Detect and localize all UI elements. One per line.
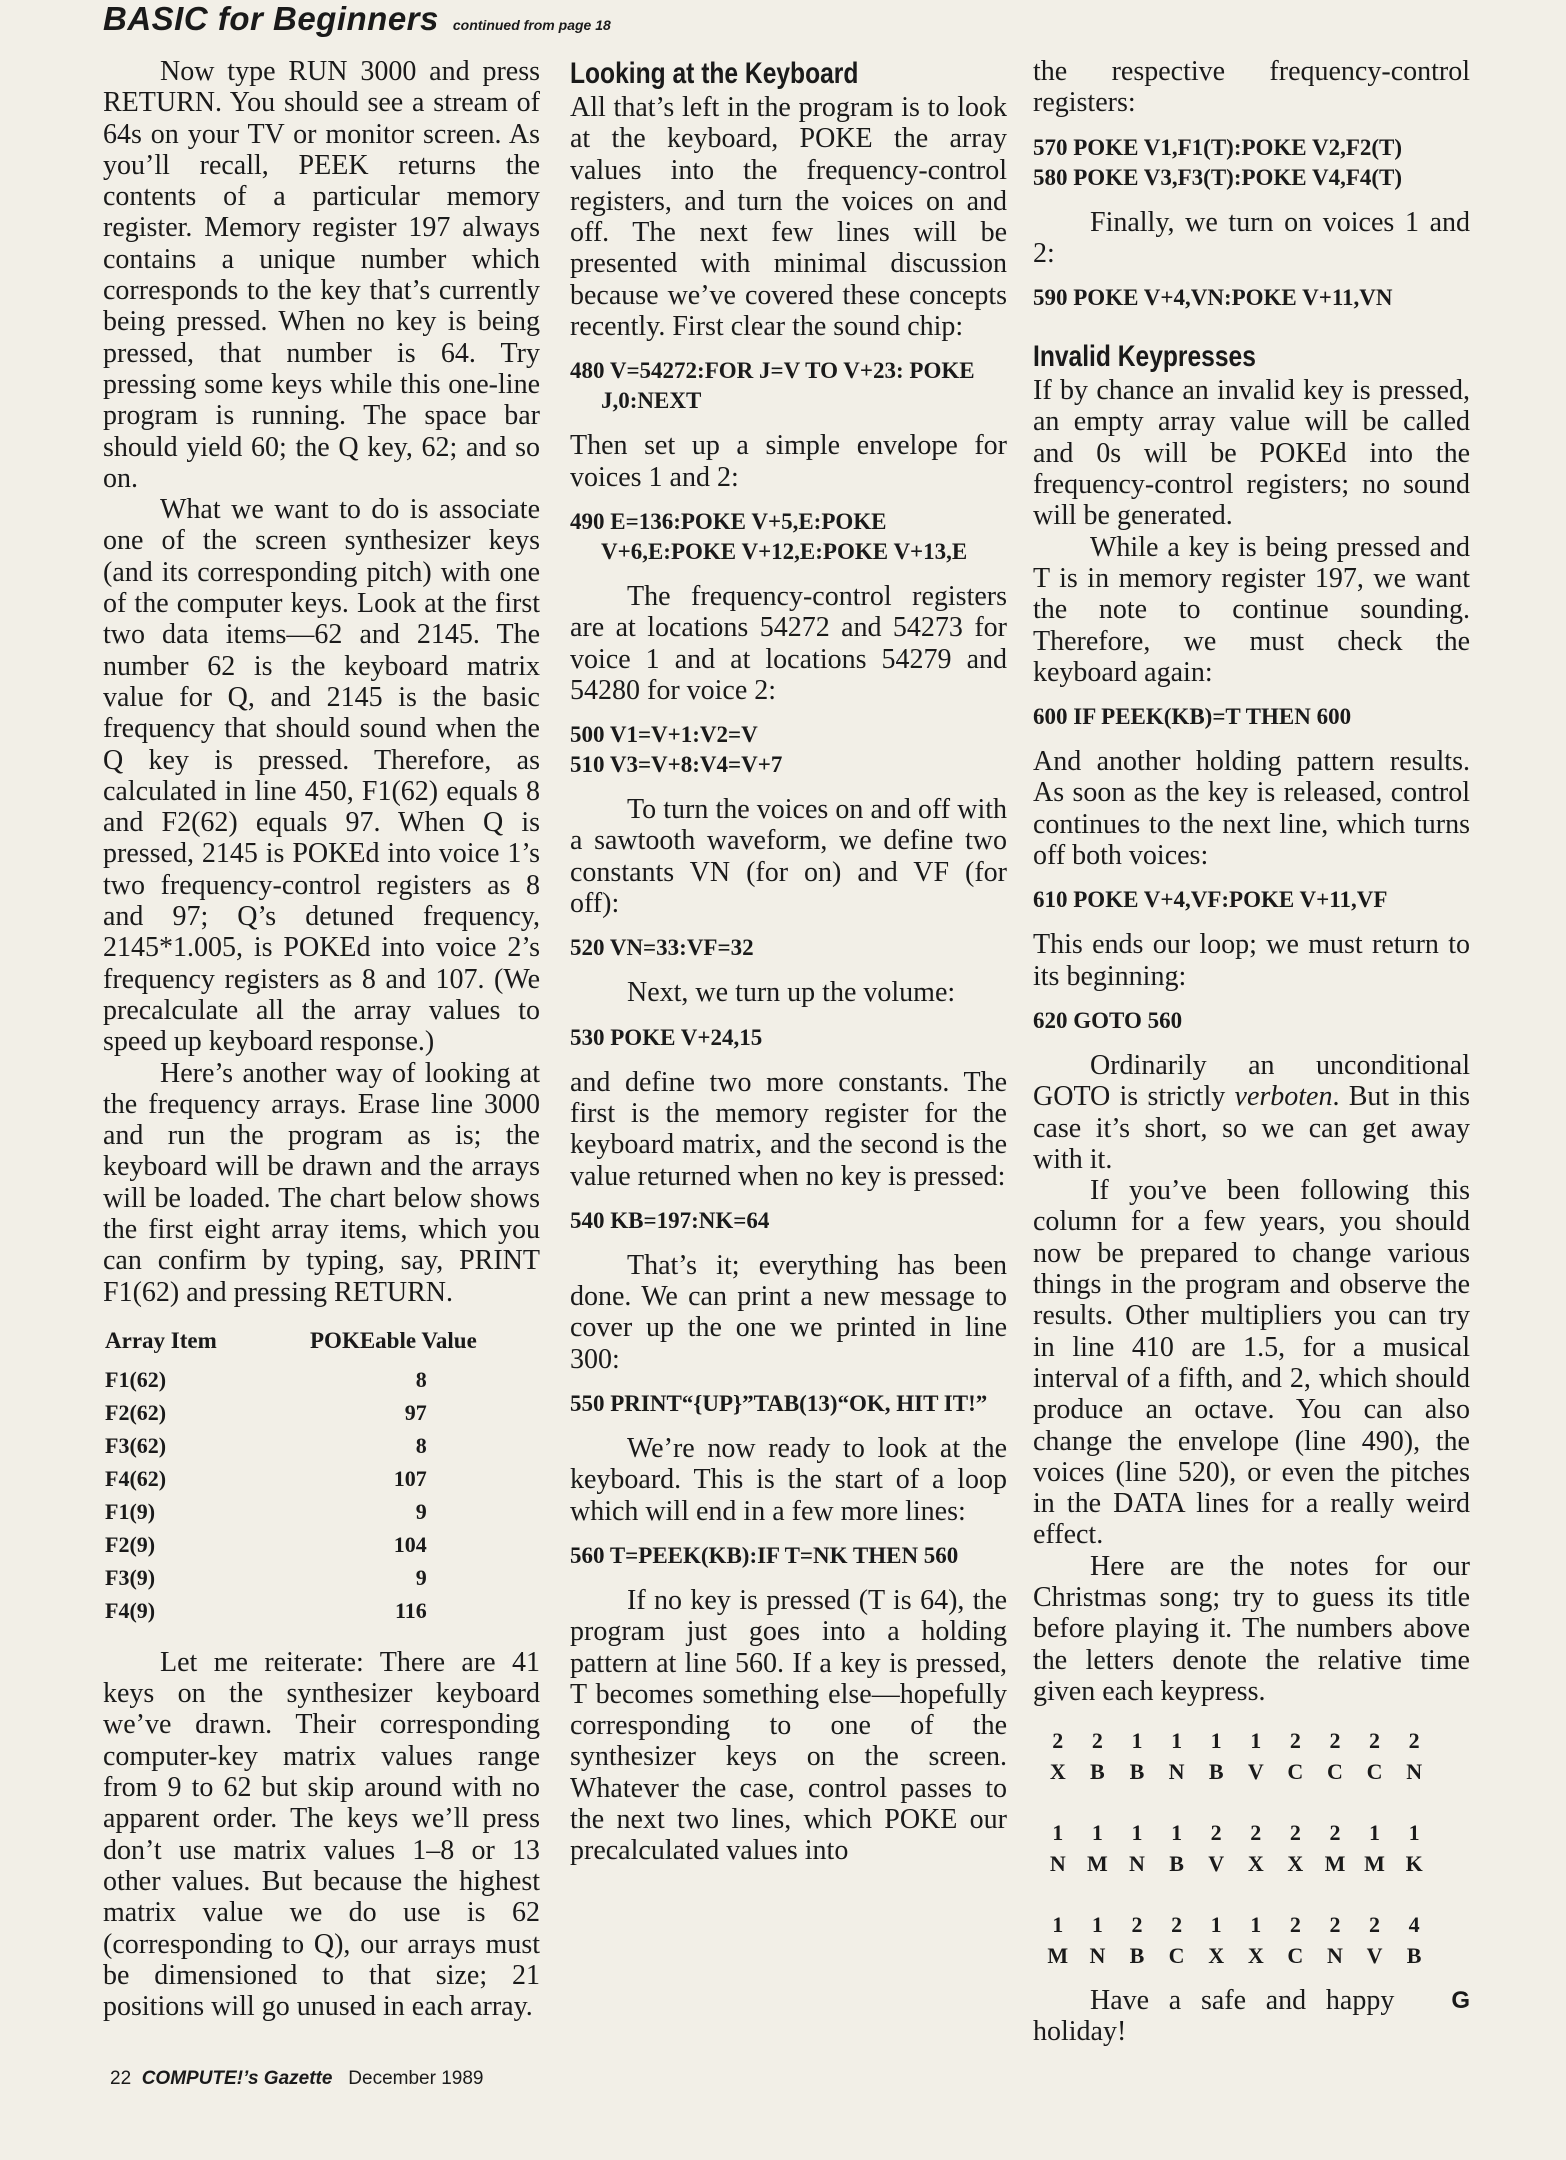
note-key: C [1287, 1759, 1304, 1785]
note-duration: 1 [1052, 1820, 1064, 1846]
end-mark: G [1451, 1987, 1470, 2015]
note-key: M [1087, 1851, 1108, 1877]
table-row [105, 1594, 477, 1627]
array-value: 8 [415, 1366, 427, 1392]
note-duration: 2 [1131, 1912, 1143, 1938]
code-line: 530 POKE V+24,15 [570, 1024, 763, 1050]
continued-note: continued from page 18 [452, 17, 611, 33]
note-key: V [1366, 1943, 1383, 1969]
code-line: 490 E=136:POKE V+5,E:POKE V+6,E:POKE V+12,E:POKE V+13,E [570, 508, 968, 564]
code-line: 600 IF PEEK(KB)=T THEN 600 [1033, 704, 1352, 730]
paragraph: The frequency-control registers are at locations 54272 and 54273 for voice 1 and at locations 54279 and 54280 for voice 2: [570, 580, 1007, 706]
pokeable-value-header: POKEable Value [310, 1327, 477, 1353]
note-key: M [1364, 1851, 1385, 1877]
note-key: X [1247, 1851, 1264, 1877]
note-key: M [1324, 1851, 1346, 1877]
note-key: M [1047, 1943, 1069, 1969]
column-1 [103, 56, 540, 2022]
note-duration: 2 [1052, 1728, 1064, 1754]
note-key: V [1247, 1759, 1264, 1785]
array-item: F4(62) [105, 1465, 167, 1491]
paragraph: Here are the notes for our Christmas song; try to guess its title before playing it. The numbers above the letters denote the relative time given each keypress. [1033, 1550, 1470, 1707]
note-duration: 1 [1250, 1912, 1262, 1938]
table-row [105, 1429, 477, 1462]
page-header [103, 0, 611, 40]
array-value: 9 [415, 1564, 427, 1590]
paragraph: All that’s left in the program is to look at the keyboard, POKE the array values into the frequency-control registers, and turn the voices on and off. The next few lines will be presented with minimal discussion because we’ve covered these concepts recently. First clear the sound chip: [570, 92, 1007, 343]
note-duration: 1 [1250, 1728, 1262, 1754]
text-run: . But in this case it’s short, so we can get away with it. [1033, 1081, 1470, 1175]
note-key: X [1247, 1943, 1264, 1969]
note-duration: 1 [1171, 1728, 1183, 1754]
array-item: F2(62) [105, 1399, 167, 1425]
paragraph: Finally, we turn on voices 1 and 2: [1033, 206, 1470, 269]
page-number: 22 [110, 2068, 132, 2089]
section-heading: Invalid Keypresses [1033, 340, 1256, 374]
code-line: 550 PRINT“{UP}”TAB(13)“OK, HIT IT!” [570, 1391, 988, 1417]
table-row [105, 1396, 477, 1429]
column-3 [1033, 56, 1470, 2048]
array-value: 9 [415, 1498, 427, 1524]
table-row [105, 1561, 477, 1594]
spacer [1038, 1879, 1434, 1909]
note-durations-row [1038, 1909, 1434, 1940]
note-keys-row [1038, 1940, 1434, 1971]
code-line: 560 T=PEEK(KB):IF T=NK THEN 560 [570, 1542, 959, 1568]
code-line: 590 POKE V+4,VN:POKE V+11,VN [1033, 285, 1393, 311]
array-table [105, 1324, 477, 1627]
array-value: 8 [415, 1432, 427, 1458]
note-key: B [1129, 1759, 1145, 1785]
note-key: B [1129, 1943, 1145, 1969]
note-key: N [1129, 1851, 1145, 1877]
note-duration: 1 [1131, 1820, 1143, 1846]
page-footer [110, 2068, 484, 2090]
code-line: 500 V1=V+1:V2=V [570, 722, 758, 748]
note-duration: 1 [1091, 1912, 1103, 1938]
note-key: N [1049, 1851, 1066, 1877]
emphasis-text: verboten [1234, 1081, 1333, 1113]
text-run: Ordinarily an unconditional GOTO is strictly [1033, 1049, 1470, 1113]
paragraph: and define two more constants. The first is the memory register for the keyboard matrix, and the second is the value returned when no key is pressed: [570, 1066, 1007, 1192]
paragraph: What we want to do is associate one of the screen synthesizer keys (and its corresponding pitch) with one of the computer keys. Look at the first two data items—62 and 2145. The number 62 is the keyboard matrix value for Q, and 2145 is the basic frequency that should sound when the Q key is pressed. Therefore, as calculated in line 450, F1(62) equals 8 and F2(62) equals 97. When Q is pressed, 2145 is POKEd into voice 1’s two frequency-control registers as 8 and 97; Q’s detuned frequency, 2145*1.005, is POKEd into voice 2’s frequency registers as 8 and 107. (We precalculate all the array values to speed up keyboard response.) [103, 494, 540, 1058]
note-duration: 2 [1289, 1820, 1301, 1846]
paragraph [1033, 1050, 1470, 1175]
note-key: C [1168, 1943, 1185, 1969]
code-line: 620 GOTO 560 [1033, 1007, 1183, 1033]
column-2 [570, 56, 1007, 1867]
note-duration: 1 [1210, 1912, 1222, 1938]
table-row [105, 1363, 477, 1396]
paragraph: Here’s another way of looking at the frequency arrays. Erase line 3000 and run the program as is; the keyboard will be drawn and the arrays will be loaded. The chart below shows the first eight array items, which you can confirm by typing, say, PRINT F1(62) and pressing RETURN. [103, 1057, 540, 1308]
note-duration: 1 [1052, 1912, 1064, 1938]
note-duration: 2 [1091, 1728, 1103, 1754]
note-duration: 2 [1408, 1728, 1420, 1754]
closing-text: Have a safe and happy holiday! [1033, 1985, 1395, 2048]
note-key: C [1327, 1759, 1343, 1785]
note-duration: 2 [1289, 1728, 1301, 1754]
note-key: X [1049, 1759, 1066, 1785]
code-line: 570 POKE V1,F1(T):POKE V2,F2(T) [1033, 134, 1403, 160]
note-key: X [1287, 1851, 1304, 1877]
publication-name: COMPUTE!’s Gazette [141, 2068, 333, 2089]
note-duration: 2 [1210, 1820, 1222, 1846]
note-durations-row [1038, 1817, 1434, 1848]
note-duration: 2 [1329, 1820, 1341, 1846]
paragraph: Next, we turn up the volume: [627, 977, 956, 1009]
note-duration: 1 [1210, 1728, 1222, 1754]
array-item-header: Array Item [105, 1327, 217, 1353]
note-duration: 1 [1408, 1820, 1420, 1846]
note-key: N [1406, 1759, 1423, 1785]
code-line: 610 POKE V+4,VF:POKE V+11,VF [1033, 887, 1388, 913]
array-table-header [105, 1324, 477, 1363]
issue-date: December 1989 [348, 2068, 484, 2089]
table-row [105, 1528, 477, 1561]
spacer-row [1038, 1879, 1434, 1909]
paragraph: While a key is being pressed and T is in memory register 197, we want the note to continue sounding. Therefore, we must check the keyboard again: [1033, 531, 1470, 688]
paragraph: If you’ve been following this column for a few years, you should now be prepared to change various things in the program and observe the results. Other multipliers you can try in line 410 are 1.5, for a musical interval of a fifth, and 2, which should produce an octave. You can also change the envelope (line 490), the voices (line 520), or even the pitches in the DATA lines for a really weird effect. [1033, 1175, 1470, 1551]
paragraph: Then set up a simple envelope for voices 1 and 2: [570, 430, 1007, 493]
array-item: F2(9) [105, 1531, 156, 1557]
paragraph: We’re now ready to look at the keyboard. This is the start of a loop which will end in a few more lines: [570, 1433, 1007, 1527]
closing-paragraph [1033, 1985, 1470, 2048]
array-value: 116 [395, 1597, 427, 1623]
note-duration: 2 [1250, 1820, 1262, 1846]
code-line: 510 V3=V+8:V4=V+7 [570, 752, 783, 778]
note-key: V [1208, 1851, 1225, 1877]
spacer [1038, 1787, 1434, 1817]
code-line: 520 VN=33:VF=32 [570, 935, 754, 961]
note-keys-row [1038, 1756, 1434, 1787]
note-duration: 2 [1369, 1912, 1381, 1938]
array-item: F3(62) [105, 1432, 167, 1458]
paragraph: Let me reiterate: There are 41 keys on the synthesizer keyboard we’ve drawn. Their corresponding computer-key matrix values range from 9 to 62 but skip around with no apparent order. The keys we’ll press don’t use matrix values 1–8 or 13 other values. But because the highest matrix value we do use is 62 (corresponding to Q), our arrays must be dimensioned to that size; 21 positions will go unused in each array. [103, 1646, 540, 2023]
note-key: N [1168, 1759, 1185, 1785]
paragraph: Now type RUN 3000 and press RETURN. You should see a stream of 64s on your TV or monitor screen. As you’ll recall, PEEK returns the contents of a particular memory register. Memory register 197 always contains a unique number which corresponds to the key that’s currently being pressed. When no key is being pressed, that number is 64. Try pressing some keys while this one-line program is running. The space bar should yield 60; the Q key, 62; and so on. [103, 56, 540, 494]
note-key: X [1208, 1943, 1225, 1969]
paragraph: the respective frequency-control registers: [1033, 56, 1470, 119]
table-row [105, 1495, 477, 1528]
note-key: B [1406, 1943, 1422, 1969]
note-key: B [1169, 1851, 1184, 1877]
note-duration: 1 [1171, 1820, 1183, 1846]
array-item: F1(62) [105, 1366, 167, 1392]
note-duration: 2 [1171, 1912, 1183, 1938]
section-heading: Looking at the Keyboard [570, 57, 859, 90]
note-key: C [1366, 1759, 1383, 1785]
array-item: F4(9) [105, 1597, 156, 1623]
note-key: N [1327, 1943, 1343, 1969]
code-line: 540 KB=197:NK=64 [570, 1207, 770, 1233]
array-value: 104 [393, 1531, 427, 1557]
array-item: F3(9) [105, 1564, 156, 1590]
spacer-row [1038, 1787, 1434, 1817]
note-key: B [1090, 1759, 1105, 1785]
column-title: BASIC for Beginners [103, 0, 439, 37]
code-line: 480 V=54272:FOR J=V TO V+23: POKE J,0:NEXT [570, 358, 981, 414]
note-duration: 4 [1408, 1912, 1420, 1938]
note-duration: 1 [1131, 1728, 1143, 1754]
note-duration: 2 [1289, 1912, 1301, 1938]
paragraph: This ends our loop; we must return to its beginning: [1033, 929, 1470, 992]
note-key: K [1405, 1851, 1423, 1877]
note-duration: 1 [1091, 1820, 1103, 1846]
paragraph: To turn the voices on and off with a sawtooth waveform, we define two constants VN (for on) and VF (for off): [570, 794, 1007, 920]
note-key: N [1089, 1943, 1106, 1969]
note-key: C [1287, 1943, 1304, 1969]
paragraph: And another holding pattern results. As soon as the key is released, control continues to the next line, which turns off both voices: [1033, 746, 1470, 872]
note-duration: 2 [1369, 1728, 1381, 1754]
code-line: 580 POKE V3,F3(T):POKE V4,F4(T) [1033, 164, 1403, 190]
paragraph: If by chance an invalid key is pressed, an empty array value will be called and 0s will be POKEd into the frequency-control registers; no sound will be generated. [1033, 375, 1470, 532]
note-duration: 1 [1369, 1820, 1381, 1846]
note-duration: 2 [1329, 1912, 1341, 1938]
note-durations-row [1038, 1725, 1434, 1756]
song-notes-table [1038, 1725, 1434, 1971]
array-value: 97 [404, 1399, 427, 1425]
paragraph: That’s it; everything has been done. We can print a new message to cover up the one we printed in line 300: [570, 1249, 1007, 1375]
array-value: 107 [393, 1465, 427, 1491]
note-duration: 2 [1329, 1728, 1341, 1754]
note-keys-row [1038, 1848, 1434, 1879]
array-item: F1(9) [105, 1498, 156, 1524]
paragraph: If no key is pressed (T is 64), the program just goes into a holding pattern at line 560. If a key is pressed, T becomes something else—hopefully corresponding to one of the synthesizer keys on the screen. Whatever the case, control passes to the next two lines, which POKE our precalculated values into [570, 1584, 1007, 1867]
note-key: B [1208, 1759, 1224, 1785]
table-row [105, 1462, 477, 1495]
